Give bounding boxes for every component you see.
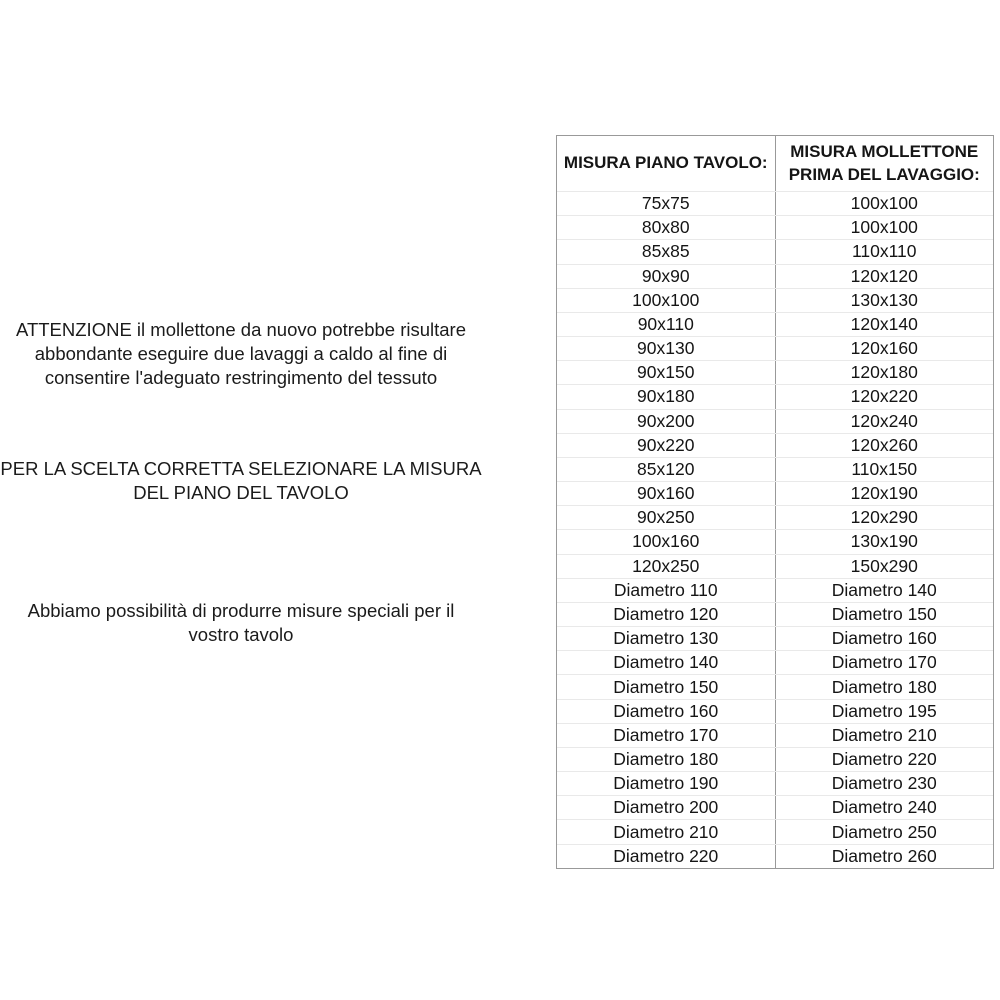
table-cell: Diametro 195 (775, 700, 994, 723)
table-row (557, 457, 993, 481)
header-misura-piano-tavolo: MISURA PIANO TAVOLO: (563, 153, 768, 173)
table-row (557, 674, 993, 698)
table-cell: 110x110 (775, 240, 994, 263)
table-cell: 120x180 (775, 361, 994, 384)
table-row (557, 844, 993, 868)
table-cell: 120x160 (775, 337, 994, 360)
special-sizes-paragraph: Abbiamo possibilità di produrre misure speciali per il vostro tavolo (27, 600, 455, 645)
table-cell: 90x110 (637, 313, 694, 334)
table-row (557, 433, 993, 457)
table-cell: Diametro 220 (775, 748, 994, 771)
table-cell: Diametro 160 (613, 700, 719, 721)
table-cell: 120x120 (775, 265, 994, 288)
table-cell: Diametro 210 (775, 724, 994, 747)
table-cell: 120x140 (775, 313, 994, 336)
table-cell: 90x250 (637, 507, 695, 528)
table-row (557, 312, 993, 336)
table-cell: Diametro 150 (775, 603, 994, 626)
table-cell: 120x260 (775, 434, 994, 457)
header-misura-mollettone: MISURA MOLLETTONE PRIMA DEL LAVAGGIO: (775, 136, 994, 191)
table-cell: 90x160 (637, 483, 695, 504)
table-row (557, 505, 993, 529)
table-cell: 85x85 (641, 241, 690, 262)
table-row (557, 481, 993, 505)
table-row (557, 795, 993, 819)
table-cell: 120x250 (632, 555, 700, 576)
size-table (556, 135, 994, 869)
table-row (557, 384, 993, 408)
table-cell: Diametro 120 (613, 604, 719, 624)
table-cell: 100x100 (775, 192, 994, 215)
table-row (557, 215, 993, 239)
table-cell: Diametro 140 (613, 652, 719, 673)
table-cell: 100x100 (632, 289, 700, 310)
table-cell: 120x190 (775, 482, 994, 505)
table-row (557, 747, 993, 771)
table-cell: 120x220 (775, 385, 994, 408)
table-cell: 100x100 (775, 216, 994, 239)
selection-instruction-paragraph: PER LA SCELTA CORRETTA SELEZIONARE LA MISURA DEL PIANO DEL TAVOLO (0, 458, 482, 503)
table-cell: 75x75 (641, 193, 690, 214)
table-row (557, 409, 993, 433)
table-row (557, 529, 993, 553)
table-row (557, 819, 993, 843)
table-cell: Diametro 190 (613, 773, 719, 794)
table-cell: 120x290 (775, 506, 994, 529)
table-cell: 80x80 (641, 217, 690, 238)
table-cell: 90x150 (637, 362, 695, 383)
table-cell: Diametro 200 (613, 797, 719, 818)
table-cell: 90x220 (637, 434, 695, 455)
table-row (557, 288, 993, 312)
table-row (557, 650, 993, 674)
table-cell: Diametro 170 (775, 651, 994, 674)
size-table-body (557, 191, 993, 868)
table-row (557, 602, 993, 626)
table-cell: Diametro 180 (613, 749, 719, 770)
table-cell: 110x150 (775, 458, 994, 481)
table-cell: Diametro 180 (775, 675, 994, 698)
size-table-header-row (557, 136, 993, 191)
table-cell: Diametro 110 (613, 579, 718, 600)
table-cell: 100x160 (632, 531, 700, 552)
table-cell: 120x240 (775, 410, 994, 433)
table-row (557, 699, 993, 723)
table-cell: Diametro 160 (775, 627, 994, 650)
table-row (557, 578, 993, 602)
table-row (557, 336, 993, 360)
table-row (557, 626, 993, 650)
table-cell: Diametro 130 (613, 628, 719, 649)
table-cell: 85x120 (637, 458, 695, 479)
table-cell: Diametro 220 (613, 845, 719, 866)
table-cell: 130x130 (775, 289, 994, 312)
attention-paragraph: ATTENZIONE il mollettone da nuovo potrebbe risultare abbondante eseguire due lavaggi a caldo al fine di consentire l'adeguato restringimento del tessuto (15, 319, 467, 388)
table-cell: Diametro 170 (613, 724, 719, 745)
table-cell: Diametro 210 (613, 821, 719, 842)
table-row (557, 264, 993, 288)
table-cell: 130x190 (775, 530, 994, 553)
table-cell: 90x180 (637, 386, 695, 407)
table-row (557, 554, 993, 578)
table-row (557, 360, 993, 384)
table-cell: 90x200 (637, 410, 695, 431)
table-cell: Diametro 240 (775, 796, 994, 819)
table-cell: Diametro 150 (613, 676, 719, 697)
table-cell: 90x90 (641, 265, 690, 286)
table-row (557, 723, 993, 747)
table-cell: 150x290 (775, 555, 994, 578)
table-cell: Diametro 140 (775, 579, 994, 602)
table-cell: 90x130 (637, 338, 695, 359)
table-row (557, 191, 993, 215)
table-cell: Diametro 260 (775, 845, 994, 868)
table-row (557, 239, 993, 263)
table-row (557, 771, 993, 795)
table-cell: Diametro 230 (775, 772, 994, 795)
table-cell: Diametro 250 (775, 820, 994, 843)
